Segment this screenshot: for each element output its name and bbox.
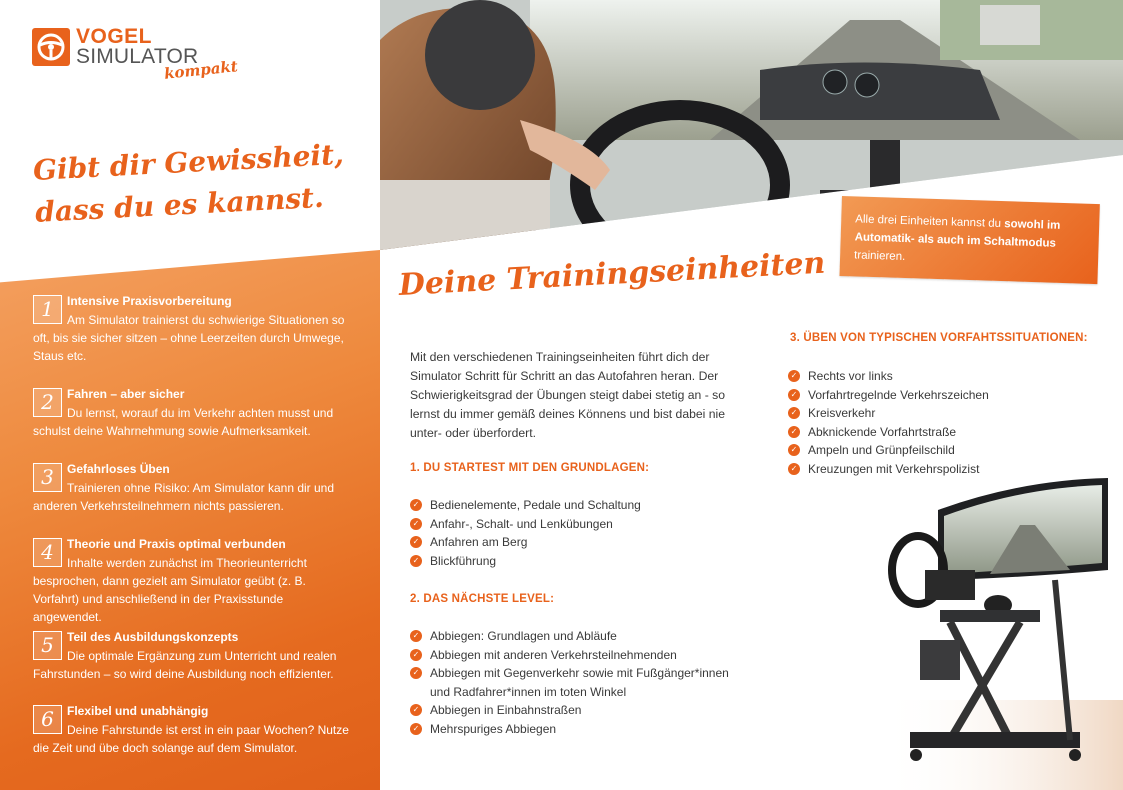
feature-title: Flexibel und unabhängig	[67, 704, 209, 718]
logo	[32, 25, 239, 83]
feature-text: Die optimale Ergänzung zum Unterricht und realen Fahrstunden – so wird deine Ausbildung noch effizienter.	[33, 649, 337, 681]
check-icon: ✓	[788, 463, 800, 475]
steering-wheel-icon	[32, 28, 70, 66]
section-title: Deine Trainingseinheiten	[398, 245, 827, 303]
check-icon: ✓	[410, 723, 422, 735]
note-box	[839, 196, 1099, 284]
feature-item	[33, 295, 353, 365]
section-heading-3: 3. ÜBEN VON TYPISCHEN VORFAHTSSITUATIONEN:	[790, 332, 1088, 344]
section-heading-2: 2. DAS NÄCHSTE LEVEL:	[410, 593, 555, 605]
note-part2: trainieren.	[853, 249, 906, 264]
checklist-3	[788, 367, 1108, 478]
list-item: ✓ Abbiegen: Grundlagen und Abläufe	[410, 627, 730, 646]
list-item: ✓ Ampeln und Grünpfeilschild	[788, 441, 1108, 460]
list-item: ✓ Mehrspuriges Abbiegen	[410, 720, 730, 739]
feature-title: Intensive Praxisvorbereitung	[67, 294, 232, 308]
feature-text: Du lernst, worauf du im Verkehr achten musst und schulst deine Wahrnehmung sowie Aufmerksamkeit.	[33, 406, 334, 438]
check-icon: ✓	[410, 649, 422, 661]
logo-line2: SIMULATOR	[76, 45, 199, 68]
note-text	[854, 210, 1092, 271]
list-item: ✓ Anfahr-, Schalt- und Lenkübungen	[410, 515, 740, 534]
list-item: ✓ Abbiegen mit Gegenverkehr sowie mit Fußgänger*innen und Radfahrer*innen im toten Winkel	[410, 664, 730, 701]
check-icon: ✓	[410, 667, 422, 679]
feature-item	[33, 538, 353, 626]
feature-number: 6	[33, 705, 62, 734]
feature-text: Inhalte werden zunächst im Theorieunterricht besprochen, dann gezielt am Simulator geübt (z. B. Vorfahrt) und anschließend in der Praxisstunde angewendet.	[33, 556, 307, 624]
check-icon: ✓	[410, 630, 422, 642]
check-icon: ✓	[410, 518, 422, 530]
feature-text: Trainieren ohne Risiko: Am Simulator kann dir und anderen Verkehrsteilnehmern nichts passieren.	[33, 481, 335, 513]
feature-item	[33, 388, 353, 440]
check-icon: ✓	[410, 536, 422, 548]
list-item: ✓ Abbiegen mit anderen Verkehrsteilnehmenden	[410, 646, 730, 665]
list-item: ✓ Abbiegen in Einbahnstraßen	[410, 701, 730, 720]
headline-line2: dass du es kannst.	[34, 180, 325, 229]
feature-number: 3	[33, 463, 62, 492]
check-icon: ✓	[410, 555, 422, 567]
feature-number: 4	[33, 538, 62, 567]
check-icon: ✓	[788, 407, 800, 419]
check-icon: ✓	[788, 426, 800, 438]
headline-line1: Gibt dir Gewissheit,	[32, 137, 345, 187]
logo-line1: VOGEL	[76, 25, 153, 48]
check-icon: ✓	[788, 389, 800, 401]
feature-item	[33, 705, 353, 757]
section-heading-1: 1. DU STARTEST MIT DEN GRUNDLAGEN:	[410, 462, 650, 474]
feature-title: Teil des Ausbildungskonzepts	[67, 630, 239, 644]
feature-item	[33, 463, 353, 515]
list-item: ✓ Blickführung	[410, 552, 740, 571]
check-icon: ✓	[410, 499, 422, 511]
note-part1: Alle drei Einheiten kannst du	[855, 213, 1005, 231]
feature-text: Am Simulator trainierst du schwierige Situationen so oft, bis sie sicher sitzen – ohne Leerzeiten durch Umwege, Staus etc.	[33, 313, 345, 363]
logo-script: kompakt	[163, 57, 239, 83]
list-item: ✓ Abknickende Vorfahrtstraße	[788, 423, 1108, 442]
checklist-1	[410, 496, 740, 570]
note-bold: sowohl im Automatik- als auch im Schaltmodus	[854, 218, 1061, 250]
check-icon: ✓	[788, 444, 800, 456]
list-item: ✓ Anfahren am Berg	[410, 533, 740, 552]
feature-title: Theorie und Praxis optimal verbunden	[67, 537, 286, 551]
list-item: ✓ Vorfahrtregelnde Verkehrszeichen	[788, 386, 1108, 405]
headline	[32, 133, 356, 234]
feature-text: Deine Fahrstunde ist erst in ein paar Wochen? Nutze die Zeit und übe doch solange auf dem Simulator.	[33, 723, 349, 755]
feature-number: 5	[33, 631, 62, 660]
intro-text: Mit den verschiedenen Trainingseinheiten führt dich der Simulator Schritt für Schritt an das Autofahren heran. Der Schwierigkeitsgrad der Übungen steigt dabei stetig an - so lernst du immer gemäß deines Könnens und bist dabei nie unter- oder überfordert.	[410, 350, 726, 440]
list-item: ✓ Bedienelemente, Pedale und Schaltung	[410, 496, 740, 515]
feature-item	[33, 631, 353, 683]
feature-title: Gefahrloses Üben	[67, 462, 170, 476]
feature-number: 1	[33, 295, 62, 324]
checklist-2	[410, 627, 730, 738]
feature-number: 2	[33, 388, 62, 417]
list-item: ✓ Rechts vor links	[788, 367, 1108, 386]
list-item: ✓ Kreuzungen mit Verkehrspolizist	[788, 460, 1108, 479]
check-icon: ✓	[410, 704, 422, 716]
list-item: ✓ Kreisverkehr	[788, 404, 1108, 423]
check-icon: ✓	[788, 370, 800, 382]
feature-title: Fahren – aber sicher	[67, 387, 185, 401]
simulator-illustration	[880, 470, 1123, 790]
